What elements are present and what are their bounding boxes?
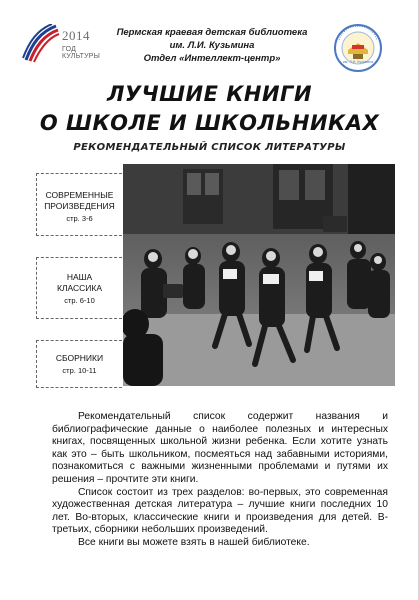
description-paragraph-1: Рекомендательный список содержит названия и библиографические данные о наиболее полезных и интересных книгах, посвященных школьной жизни ребенка. Если хотите узнать как это – быть школьником, посмеяться над забавными историями, познакомиться с важными жизненными проблемами и путями их решения – прочтите эти книги. <box>52 411 388 485</box>
section-classics-pages: стр. 6-10 <box>64 296 95 305</box>
year-of-culture-logo <box>22 24 112 64</box>
section-modern-title-1: СОВРЕМЕННЫЕ <box>45 190 114 200</box>
library-header <box>112 26 312 65</box>
section-collections-title: СБОРНИКИ <box>55 353 104 363</box>
section-collections <box>36 340 122 388</box>
title-line-2: О ШКОЛЕ И ШКОЛЬНИКАХ <box>39 111 380 135</box>
description-paragraph-3: Все книги вы можете взять в нашей библиотеке. <box>78 536 310 548</box>
description-text <box>52 411 388 550</box>
section-modern-title-2: ПРОИЗВЕДЕНИЯ <box>44 201 115 211</box>
logo-caption: ГОД КУЛЬТУРЫ <box>62 46 101 60</box>
header-line-3: Отдел «Интеллект-центр» <box>143 53 281 64</box>
header-line-2: им. Л.И. Кузьмина <box>169 40 255 51</box>
library-seal-logo <box>333 23 383 73</box>
photo-illustration <box>123 164 395 386</box>
logo-year: 2014 <box>62 28 90 43</box>
section-collections-pages: стр. 10-11 <box>62 366 97 375</box>
flag-ribbon-icon <box>22 24 62 64</box>
schoolchildren-photo <box>123 164 395 386</box>
section-classics-title-1: НАША <box>66 272 93 282</box>
section-classics <box>36 257 122 319</box>
section-classics-title-2: КЛАССИКА <box>56 283 103 293</box>
description-paragraph-2: Список состоит из трех разделов: во-первых, это современная художественная детская литература – лучшие книги последних 10 лет. Во-вторых, классические книги и произведения для детей. В-третьих, сборники небольших произведений. <box>52 486 388 536</box>
subtitle: РЕКОМЕНДАТЕЛЬНЫЙ СПИСОК ЛИТЕРАТУРЫ <box>73 142 346 153</box>
seal-caption: им. Л.И. Кузьмина <box>342 60 374 64</box>
section-modern-works <box>36 173 122 236</box>
title-line-1: ЛУЧШИЕ КНИГИ <box>106 82 313 106</box>
seal-icon <box>333 23 383 73</box>
header-line-1: Пермская краевая детская библиотека <box>116 27 308 38</box>
section-modern-pages: стр. 3-6 <box>66 214 93 223</box>
